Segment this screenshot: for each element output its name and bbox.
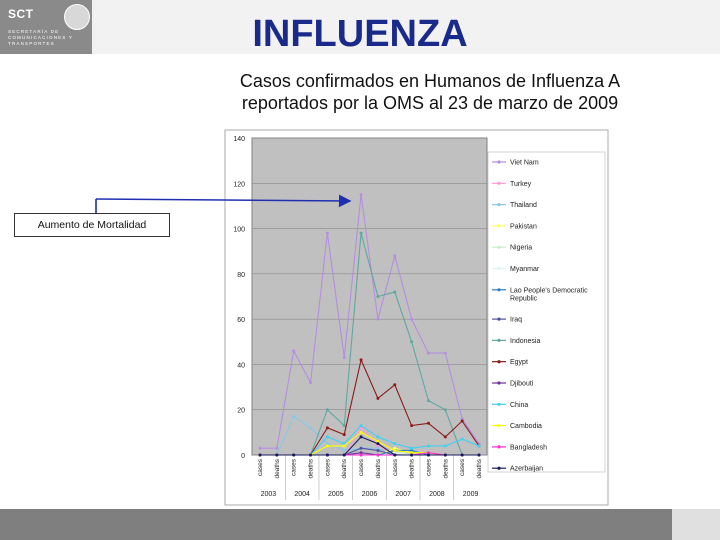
year-label: 2009 — [462, 491, 479, 498]
data-point — [326, 408, 329, 411]
legend-marker — [497, 203, 500, 206]
legend-label: Thailand — [510, 202, 537, 210]
data-point — [360, 193, 363, 196]
legend-label: Bangladesh — [510, 444, 547, 452]
data-point — [376, 397, 379, 400]
plot-area — [252, 138, 487, 455]
x-tick-label: cases — [459, 459, 467, 476]
x-tick-label: cases — [391, 459, 399, 476]
data-point — [478, 454, 481, 457]
legend-marker — [497, 224, 500, 227]
data-point — [427, 422, 430, 425]
legend-label: Viet Nam — [510, 159, 539, 167]
legend-label: Iraq — [510, 316, 523, 324]
data-point — [427, 454, 430, 457]
x-tick-label: deaths — [374, 459, 382, 479]
legend-marker — [497, 403, 500, 406]
x-tick-label: deaths — [408, 459, 416, 479]
data-point — [360, 435, 363, 438]
x-tick-label: deaths — [307, 459, 315, 479]
data-point — [376, 454, 379, 457]
data-point — [360, 358, 363, 361]
x-tick-label: deaths — [476, 459, 483, 479]
legend-marker — [497, 445, 500, 448]
legend-marker — [497, 160, 500, 163]
data-point — [343, 454, 346, 457]
legend-box — [488, 152, 605, 472]
subtitle-line-1: Casos confirmados en Humanos de Influenza A — [239, 71, 621, 91]
x-tick-label: cases — [257, 459, 264, 476]
data-point — [309, 454, 312, 457]
data-point — [343, 433, 346, 436]
data-point — [343, 449, 346, 452]
year-label: 2006 — [361, 491, 378, 498]
data-point — [444, 435, 447, 438]
y-tick-label: 140 — [233, 136, 245, 143]
subtitle-line-2: reportados por la OMS al 23 de marzo de 2009 — [241, 93, 619, 113]
data-point — [309, 381, 312, 384]
data-point — [376, 449, 379, 452]
year-label: 2007 — [395, 491, 411, 498]
footer-bar — [0, 509, 672, 540]
data-point — [275, 454, 278, 457]
data-point — [393, 454, 396, 457]
footer-corner — [672, 509, 720, 540]
data-point — [410, 424, 413, 427]
data-point — [410, 340, 413, 343]
data-point — [461, 420, 464, 423]
page-title: INFLUENZA — [252, 13, 468, 55]
data-point — [326, 435, 329, 438]
legend-label: Djibouti — [510, 380, 534, 388]
annotation-box: Aumento de Mortalidad — [14, 213, 170, 237]
data-point — [376, 435, 379, 438]
data-point — [343, 444, 346, 447]
data-point — [292, 349, 295, 352]
legend-label: Indonesia — [510, 337, 541, 345]
y-tick-label: 0 — [241, 453, 245, 460]
y-tick-label: 60 — [237, 317, 245, 325]
year-label: 2004 — [294, 491, 310, 498]
data-point — [360, 424, 363, 427]
data-point — [393, 442, 396, 445]
logo-text: SCT — [8, 7, 34, 21]
legend-marker — [497, 424, 500, 427]
x-tick-label: deaths — [341, 459, 349, 479]
legend-label: China — [510, 401, 529, 409]
data-point — [427, 444, 430, 447]
data-point — [360, 447, 363, 450]
data-point — [444, 444, 447, 447]
legend-marker — [497, 288, 500, 291]
x-tick-label: cases — [425, 459, 433, 476]
data-point — [393, 383, 396, 386]
legend-label: Lao People's Democratic Republic — [510, 287, 588, 303]
x-tick-label: deaths — [442, 459, 450, 479]
legend-label: Nigeria — [510, 244, 533, 252]
data-point — [360, 431, 363, 434]
x-tick-label: cases — [290, 459, 298, 476]
legend-marker — [497, 339, 500, 342]
data-point — [444, 454, 447, 457]
data-point — [444, 408, 447, 411]
data-point — [410, 318, 413, 321]
data-point — [393, 254, 396, 257]
data-point — [360, 454, 363, 457]
legend-marker — [497, 267, 500, 270]
data-point — [393, 449, 396, 452]
legend-label: Myanmar — [510, 266, 540, 273]
data-point — [376, 442, 379, 445]
data-point — [326, 454, 329, 457]
y-tick-label: 40 — [237, 362, 245, 370]
data-point — [427, 352, 430, 355]
data-point — [326, 426, 329, 429]
legend-label: Azerbaijan — [510, 465, 544, 473]
data-point — [461, 438, 464, 441]
legend-label: Pakistan — [510, 223, 537, 231]
data-point — [410, 447, 413, 450]
legend-label: Turkey — [510, 180, 532, 188]
legend-marker — [497, 360, 500, 363]
y-tick-label: 20 — [237, 407, 245, 415]
data-point — [360, 232, 363, 235]
data-point — [259, 447, 262, 450]
y-tick-label: 80 — [237, 271, 245, 279]
logo-subtext: SECRETARÍA DE COMUNICACIONES Y TRANSPORTES — [8, 29, 74, 46]
legend-marker — [497, 318, 500, 321]
data-point — [444, 352, 447, 355]
year-label: 2008 — [429, 491, 445, 498]
data-point — [292, 415, 295, 418]
x-tick-label: deaths — [273, 459, 281, 479]
year-label: 2003 — [260, 491, 277, 498]
data-point — [292, 454, 295, 457]
data-point — [376, 318, 379, 321]
data-point — [259, 454, 262, 457]
data-point — [343, 356, 346, 359]
legend-label: Cambodia — [510, 423, 542, 431]
legend-marker — [497, 246, 500, 249]
y-tick-label: 120 — [233, 181, 245, 189]
data-point — [461, 454, 464, 457]
data-point — [326, 232, 329, 235]
data-point — [393, 290, 396, 293]
data-point — [343, 424, 346, 427]
data-point — [326, 444, 329, 447]
legend-marker — [497, 381, 500, 384]
data-point — [309, 426, 312, 429]
data-point — [427, 399, 430, 402]
legend-marker — [497, 467, 500, 470]
legend-label: Egypt — [510, 359, 528, 367]
year-label: 2005 — [328, 491, 344, 498]
x-tick-label: cases — [324, 459, 332, 476]
data-point — [410, 454, 413, 457]
data-point — [478, 444, 481, 447]
data-point — [376, 295, 379, 298]
legend-marker — [497, 182, 500, 185]
x-tick-label: cases — [358, 459, 366, 476]
y-tick-label: 100 — [233, 226, 245, 234]
data-point — [275, 447, 278, 450]
